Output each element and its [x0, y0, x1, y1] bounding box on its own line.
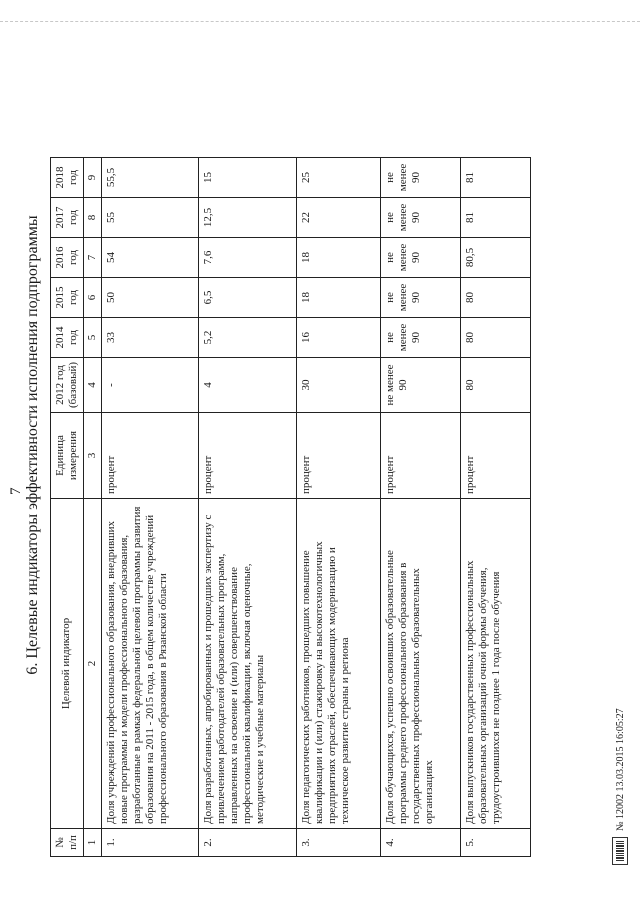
indicators-table: [50, 157, 531, 857]
col-number: 7: [83, 237, 101, 277]
table-row: [380, 157, 460, 856]
row-number: 4.: [380, 829, 460, 857]
value-2017: не менее 90: [380, 197, 460, 237]
unit-cell: процент: [198, 413, 296, 499]
value-2017: 81: [460, 197, 530, 237]
indicator-text: Доля выпускников государственных профессиональных образовательных организаций очной формы обучения, трудоустроившихся не позднее 1 года после обучения: [460, 499, 530, 829]
barcode-icon: [615, 840, 625, 862]
value-2014: 5,2: [198, 317, 296, 357]
row-number: 3.: [296, 829, 380, 857]
unit-cell: процент: [296, 413, 380, 499]
col-header-2016: 2016 год: [51, 237, 84, 277]
indicator-text: Доля разработанных, апробированных и прошедших экспертизу с привлечением работодателей образовательных программ, направленных на освоение и (или) совершенствование профессиональной квалификации, включая оценочные, методические и учебные материалы: [198, 499, 296, 829]
value-2018: не менее 90: [380, 157, 460, 197]
value-2016: 7,6: [198, 237, 296, 277]
registration-footer: [612, 708, 628, 865]
unit-cell: процент: [101, 413, 198, 499]
indicator-text: Доля учреждений профессионального образования, внедривших новые программы и модели профессионального образования, разработанные в рамках федеральной целевой программы развития образования на 2011 - 2015 года, в общем количестве учреждений профессионального образования в Рязанской области: [101, 499, 198, 829]
table-row: [460, 157, 530, 856]
value-2017: 12,5: [198, 197, 296, 237]
value-2016: не менее 90: [380, 237, 460, 277]
table-row: [296, 157, 380, 856]
section-title: 6. Целевые индикаторы эффективности исполнения подпрограммы: [24, 215, 41, 675]
unit-cell: процент: [460, 413, 530, 499]
table-row: [198, 157, 296, 856]
col-header-unit: Единица измерения: [51, 413, 84, 499]
value-2015: 50: [101, 277, 198, 317]
value-2014: 33: [101, 317, 198, 357]
value-2018: 15: [198, 157, 296, 197]
value-2014: не менее 90: [380, 317, 460, 357]
col-header-2018: 2018 год: [51, 157, 84, 197]
registration-text: № 12002 13.03.2015 16:05:27: [614, 708, 626, 831]
page-number: 7: [8, 487, 24, 495]
row-number: 2.: [198, 829, 296, 857]
value-2014: 80: [460, 317, 530, 357]
value-2012: не менее 90: [380, 357, 460, 412]
value-2015: не менее 90: [380, 277, 460, 317]
value-2015: 80: [460, 277, 530, 317]
value-2014: 16: [296, 317, 380, 357]
value-2012: 80: [460, 357, 530, 412]
stamp-logo: [612, 837, 628, 865]
value-2012: 4: [198, 357, 296, 412]
value-2015: 6,5: [198, 277, 296, 317]
col-header-2017: 2017 год: [51, 197, 84, 237]
value-2017: 55: [101, 197, 198, 237]
col-header-num: № п/п: [51, 829, 84, 857]
value-2016: 54: [101, 237, 198, 277]
indicator-text: Доля педагогических работников, прошедших повышение квалификации и (или) стажировку на высокотехнологичных предприятиях отраслей, обеспечивающих модернизацию и техническое развитие страны и региона: [296, 499, 380, 829]
row-number: 1.: [101, 829, 198, 857]
table-row: [101, 157, 198, 856]
col-number: 4: [83, 357, 101, 412]
value-2016: 18: [296, 237, 380, 277]
col-number: 8: [83, 197, 101, 237]
col-number: 9: [83, 157, 101, 197]
value-2012: -: [101, 357, 198, 412]
value-2015: 18: [296, 277, 380, 317]
header-row: [51, 157, 84, 856]
indicator-text: Доля обучающихся, успешно освоивших образовательные программы среднего профессионального образования в государственных профессиональных образовательных организациях: [380, 499, 460, 829]
col-number: 5: [83, 317, 101, 357]
col-number: 6: [83, 277, 101, 317]
unit-cell: процент: [380, 413, 460, 499]
col-number: 3: [83, 413, 101, 499]
column-number-row: [83, 157, 101, 856]
col-number: 1: [83, 829, 101, 857]
value-2012: 30: [296, 357, 380, 412]
value-2018: 81: [460, 157, 530, 197]
col-header-indicator: Целевой индикатор: [51, 499, 84, 829]
value-2017: 22: [296, 197, 380, 237]
row-number: 5.: [460, 829, 530, 857]
col-header-2012: 2012 год (базовый): [51, 357, 84, 412]
value-2018: 55,5: [101, 157, 198, 197]
col-number: 2: [83, 499, 101, 829]
col-header-2014: 2014 год: [51, 317, 84, 357]
value-2016: 80,5: [460, 237, 530, 277]
value-2018: 25: [296, 157, 380, 197]
page-margin-line: [0, 20, 640, 22]
col-header-2015: 2015 год: [51, 277, 84, 317]
